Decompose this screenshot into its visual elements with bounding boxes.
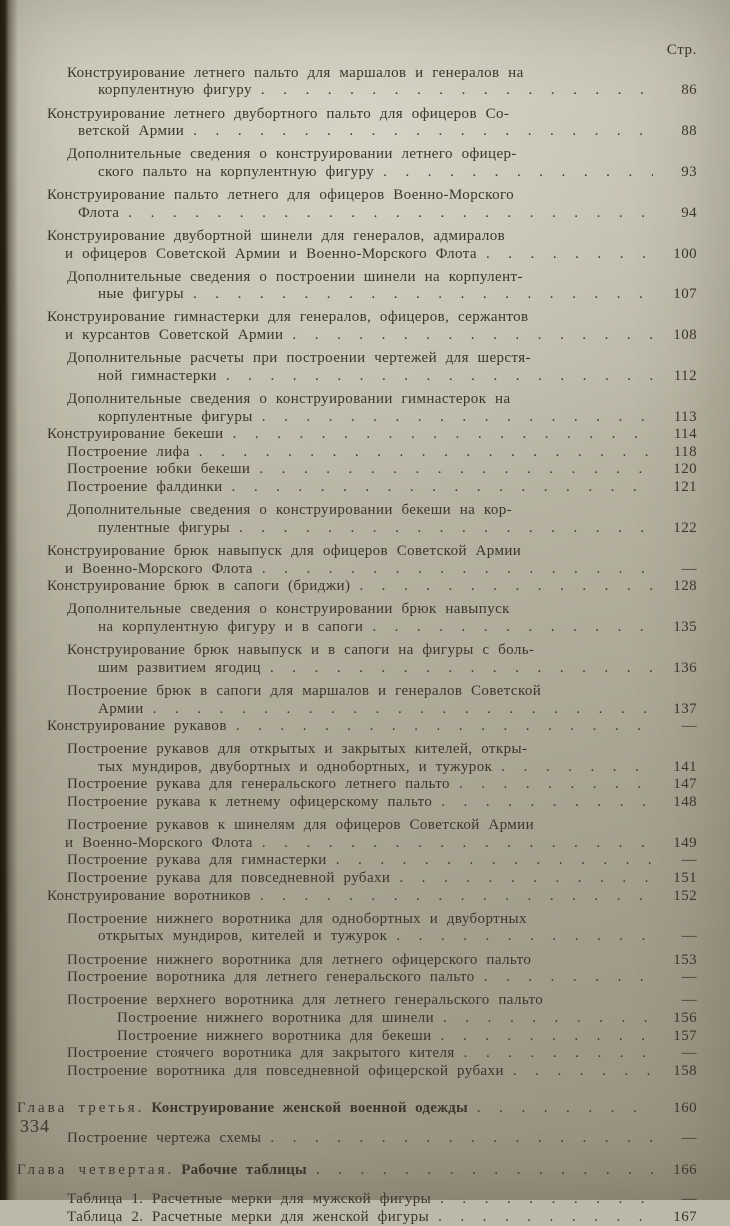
toc-row (0, 497, 697, 520)
toc-row (0, 701, 697, 719)
dot-leader (336, 852, 653, 870)
toc-row (0, 327, 697, 345)
toc-page-number: 156 (673, 1009, 697, 1026)
toc-page-number: — (681, 718, 697, 735)
toc-entry-text: Дополнительные сведения о конструировании летнего офицер- (67, 146, 517, 163)
dot-leader (399, 870, 653, 888)
toc-row (0, 461, 697, 479)
toc-row (0, 368, 697, 386)
toc-row (0, 479, 697, 497)
leader-spacer (536, 905, 653, 923)
dot-leader (199, 444, 653, 462)
dot-leader (260, 888, 653, 906)
toc-row (0, 123, 697, 141)
toc-row (0, 561, 697, 579)
toc-page-number: 94 (681, 204, 697, 221)
toc-entry-text: Конструирование брюк навыпуск для офицеров Советской Армии (47, 542, 522, 559)
toc-page-number: 114 (673, 426, 697, 443)
toc-page-number: 136 (673, 659, 697, 676)
toc-page-number: 158 (673, 1062, 697, 1079)
table-of-contents (0, 36, 697, 1226)
dot-leader (459, 776, 653, 794)
toc-header-row (0, 36, 697, 59)
dot-leader (259, 461, 653, 479)
leader-spacer (518, 100, 653, 118)
toc-entry-text: Дополнительные сведения о конструировании бекеши на кор- (67, 502, 513, 519)
leader-spacer (552, 987, 653, 1005)
toc-entry-text: и Военно-Морского Флота (65, 560, 253, 577)
leader-spacer (523, 182, 653, 200)
toc-page-number: 147 (673, 776, 697, 793)
toc-page-number: — (681, 1045, 697, 1062)
dot-leader (232, 479, 653, 497)
toc-entry-text: ветской Армии (78, 123, 185, 140)
toc-row (0, 928, 697, 946)
toc-entry-text: Построение фалдинки (67, 479, 223, 495)
toc-page-number: 93 (681, 163, 697, 180)
toc-entry-text: и офицеров Советской Армии и Военно-Морского Флота (65, 245, 477, 262)
dot-leader (438, 1209, 653, 1226)
toc-entry-text: Конструирование гимнастерки для генералов, офицеров, сержантов (47, 309, 529, 326)
toc-page-number: — (681, 1191, 697, 1208)
dot-leader (486, 246, 653, 264)
leader-spacer (540, 946, 653, 964)
folio-page-number: 334 (20, 1116, 50, 1136)
toc-page-number: 121 (673, 479, 697, 495)
dot-leader (513, 1063, 653, 1081)
toc-entry-text: Построение нижнего воротника для однобортных и двубортных (67, 910, 527, 927)
toc-row (0, 1010, 697, 1028)
toc-entry-text: Дополнительные сведения о построении шинели на корпулент- (67, 268, 523, 285)
dot-leader (383, 164, 653, 182)
toc-page-number: — (681, 992, 697, 1009)
toc-row (0, 888, 697, 906)
toc-entry-text: Построение нижнего воротника для бекеши (117, 1027, 432, 1044)
toc-row (0, 444, 697, 462)
toc-entry-text: Конструирование брюк в сапоги (бриджи) (47, 578, 351, 595)
dot-leader (226, 368, 653, 386)
toc-page-number: 152 (673, 887, 697, 904)
header-spacer (9, 36, 653, 54)
toc-row (0, 637, 697, 660)
dot-leader (261, 82, 653, 100)
dot-leader (441, 1028, 653, 1046)
toc-entry-text: Построение нижнего воротника для летнего офицерского пальто (67, 951, 532, 968)
toc-page-number: 160 (673, 1100, 697, 1117)
toc-row (0, 987, 697, 1010)
toc-row (0, 246, 697, 264)
toc-entry-text: Дополнительные расчеты при построении чертежей для шерстя- (67, 350, 531, 367)
toc-entry-text: Конструирование летнего двубортного пальто для офицеров Со- (47, 105, 510, 122)
toc-entry-text: Конструирование брюк навыпуск и в сапоги на фигуры с боль- (67, 642, 535, 659)
dot-leader (443, 1010, 653, 1028)
toc-row (0, 82, 697, 100)
toc-entry-text: корпулентные фигуры (98, 408, 253, 425)
toc-entry-text: ные фигуры (98, 286, 184, 303)
chapter-prefix: Глава четвертая. (17, 1161, 175, 1178)
toc-entry-text: корпулентную фигуру (98, 82, 252, 99)
toc-row (0, 1209, 697, 1226)
dot-leader (484, 969, 653, 987)
toc-entry-text: Дополнительные сведения о конструировании гимнастерок на (67, 391, 511, 408)
leader-spacer (543, 812, 653, 830)
toc-page-number: 88 (681, 123, 697, 140)
toc-entry-text: Построение нижнего воротника для шинели (117, 1009, 435, 1026)
toc-page-number: 120 (673, 461, 697, 478)
toc-row (0, 736, 697, 759)
toc-row (0, 537, 697, 560)
toc-entry-text: Построение юбки бекеши (67, 461, 251, 478)
leader-spacer (526, 141, 653, 159)
toc-entry-text: открытых мундиров, кителей и тужурок (98, 928, 388, 945)
dot-leader (233, 426, 653, 444)
toc-row (0, 345, 697, 368)
toc-page-number: 167 (673, 1208, 697, 1225)
toc-page-number: 118 (673, 443, 697, 460)
toc-entry-text: Конструирование пальто летнего для офицеров Военно-Морского (47, 187, 515, 204)
toc-row (0, 619, 697, 637)
toc-chapter-row (0, 1100, 697, 1118)
toc-entry-text: на корпулентную фигуру и в сапоги (98, 618, 364, 635)
toc-entry-text: Конструирование летнего пальто для маршалов и генералов на (67, 64, 524, 81)
toc-row (0, 263, 697, 286)
toc-page-number: 107 (673, 286, 697, 303)
toc-entry-text: Построение рукава для генеральского летнего пальто (67, 776, 450, 793)
toc-page-number: 113 (673, 408, 697, 425)
toc-row (0, 1130, 697, 1148)
toc-page-number: 157 (673, 1027, 697, 1044)
dot-leader (270, 1130, 653, 1148)
toc-page-number: — (681, 969, 697, 986)
toc-row (0, 304, 697, 327)
leader-spacer (530, 537, 653, 555)
toc-entry-text: Армии (98, 700, 144, 717)
toc-entry-text: Построение брюк в сапоги для маршалов и генералов Советской (67, 682, 542, 699)
toc-entry-text: Таблица 2. Расчетные мерки для женской фигуры (67, 1208, 430, 1225)
toc-row (0, 182, 697, 205)
toc-row (0, 1028, 697, 1046)
toc-entry-text: Конструирование воротников (47, 887, 251, 904)
toc-entry-text: ной гимнастерки (98, 367, 217, 384)
page-column-header: Стр. (666, 41, 697, 58)
toc-entry-text: Построение чертежа схемы (67, 1129, 262, 1146)
toc-row (0, 660, 697, 678)
toc-entry-text: Построение рукавов для открытых и закрытых кителей, откры- (67, 741, 528, 758)
dot-leader (262, 561, 653, 579)
toc-entry-text: Конструирование бекеши (47, 426, 224, 443)
toc-page-number: 122 (673, 519, 697, 536)
dot-leader (316, 1162, 653, 1180)
toc-row (0, 852, 697, 870)
leader-spacer (543, 637, 653, 655)
toc-row (0, 596, 697, 619)
dot-leader (372, 619, 653, 637)
toc-row (0, 969, 697, 987)
toc-entry-text: Рабочие таблицы (181, 1161, 307, 1178)
toc-page-number: 151 (673, 870, 697, 887)
toc-entry-text: Построение стоячего воротника для закрытого кителя (67, 1045, 455, 1062)
toc-row (0, 794, 697, 812)
toc-row (0, 426, 697, 444)
toc-row (0, 905, 697, 928)
dot-leader (477, 1100, 653, 1118)
dot-leader (359, 578, 653, 596)
toc-row (0, 409, 697, 427)
toc-page-number: — (681, 560, 697, 577)
toc-entry-text: и курсантов Советской Армии (65, 327, 284, 344)
toc-row (0, 385, 697, 408)
toc-chapter-row (0, 1162, 697, 1180)
leader-spacer (536, 736, 653, 754)
toc-page-number: 153 (673, 951, 697, 968)
dot-leader (464, 1045, 653, 1063)
leader-spacer (520, 385, 653, 403)
toc-entry-text: Построение верхнего воротника для летнего генеральского пальто (67, 992, 544, 1009)
toc-page-number: 112 (673, 367, 697, 384)
toc-entry-text: Конструирование двубортной шинели для генералов, адмиралов (47, 227, 506, 244)
leader-spacer (540, 345, 653, 363)
toc-entry-text: Построение рукава к летнему офицерскому пальто (67, 794, 433, 811)
toc-page-number: — (681, 852, 697, 869)
toc-entry-text: Построение воротника для повседневной офицерской рубахи (67, 1062, 504, 1079)
dot-leader (239, 520, 653, 538)
toc-row (0, 1045, 697, 1063)
toc-entry-text: Построение воротника для летнего генеральского пальто (67, 969, 475, 986)
toc-entry-text: Дополнительные сведения о конструировании брюк навыпуск (67, 601, 510, 618)
toc-page-number: 135 (673, 618, 697, 635)
toc-row (0, 677, 697, 700)
toc-entry-text: Построение рукавов к шинелям для офицеров Советской Армии (67, 817, 535, 834)
toc-entry-text: шим развитием ягодиц (98, 659, 261, 676)
toc-row (0, 835, 697, 853)
toc-rows (0, 59, 697, 1226)
dot-leader (292, 327, 653, 345)
dot-leader (236, 718, 653, 736)
leader-spacer (521, 497, 653, 515)
toc-entry-text: ского пальто на корпулентную фигуру (98, 163, 375, 180)
toc-entry-text: Построение рукава для гимнастерки (67, 852, 327, 869)
toc-page-number: 137 (673, 700, 697, 717)
toc-page-number: 148 (673, 794, 697, 811)
toc-row (0, 1063, 697, 1081)
dot-leader (193, 286, 653, 304)
toc-row (0, 718, 697, 736)
toc-page-number: 108 (673, 327, 697, 344)
dot-leader (441, 794, 653, 812)
toc-row (0, 59, 697, 82)
dot-leader (153, 701, 653, 719)
toc-row (0, 946, 697, 969)
toc-page-number: 141 (673, 758, 697, 775)
toc-row (0, 870, 697, 888)
leader-spacer (519, 596, 653, 614)
toc-row (0, 164, 697, 182)
toc-entry-text: Построение рукава для повседневной рубахи (67, 870, 391, 887)
toc-page-number: 166 (673, 1161, 697, 1178)
toc-entry-text: Построение лифа (67, 443, 190, 460)
toc-page-number: 128 (673, 578, 697, 595)
chapter-prefix: Глава третья. (17, 1100, 145, 1117)
toc-entry-text: и Военно-Морского Флота (65, 834, 253, 851)
toc-entry-text: Конструирование рукавов (47, 718, 227, 735)
leader-spacer (514, 222, 653, 240)
dot-leader (262, 409, 653, 427)
toc-row (0, 222, 697, 245)
toc-row (0, 520, 697, 538)
dot-leader (262, 835, 653, 853)
leader-spacer (533, 59, 653, 77)
toc-row (0, 776, 697, 794)
toc-page-number: — (681, 1129, 697, 1146)
toc-page-number: — (681, 928, 697, 945)
toc-entry-text: Таблица 1. Расчетные мерки для мужской фигуры (67, 1191, 432, 1208)
leader-spacer (532, 263, 653, 281)
toc-page-number: 149 (673, 834, 697, 851)
toc-row (0, 141, 697, 164)
toc-row (0, 205, 697, 223)
toc-entry-text: Конструирование женской военной одежды (151, 1100, 468, 1117)
toc-page-number: 100 (673, 245, 697, 262)
leader-spacer (550, 677, 653, 695)
dot-leader (193, 123, 653, 141)
dot-leader (270, 660, 653, 678)
dot-leader (128, 205, 653, 223)
dot-leader (501, 759, 653, 777)
toc-row (0, 578, 697, 596)
toc-entry-text: тых мундиров, двубортных и однобортных, и тужурок (98, 758, 493, 775)
leader-spacer (538, 304, 653, 322)
toc-page-number: 86 (681, 82, 697, 99)
toc-entry-text: Флота (78, 204, 120, 221)
toc-row (0, 812, 697, 835)
toc-row (0, 759, 697, 777)
dot-leader (396, 928, 653, 946)
toc-row (0, 100, 697, 123)
toc-entry-text: пулентные фигуры (98, 519, 230, 536)
toc-row (0, 286, 697, 304)
